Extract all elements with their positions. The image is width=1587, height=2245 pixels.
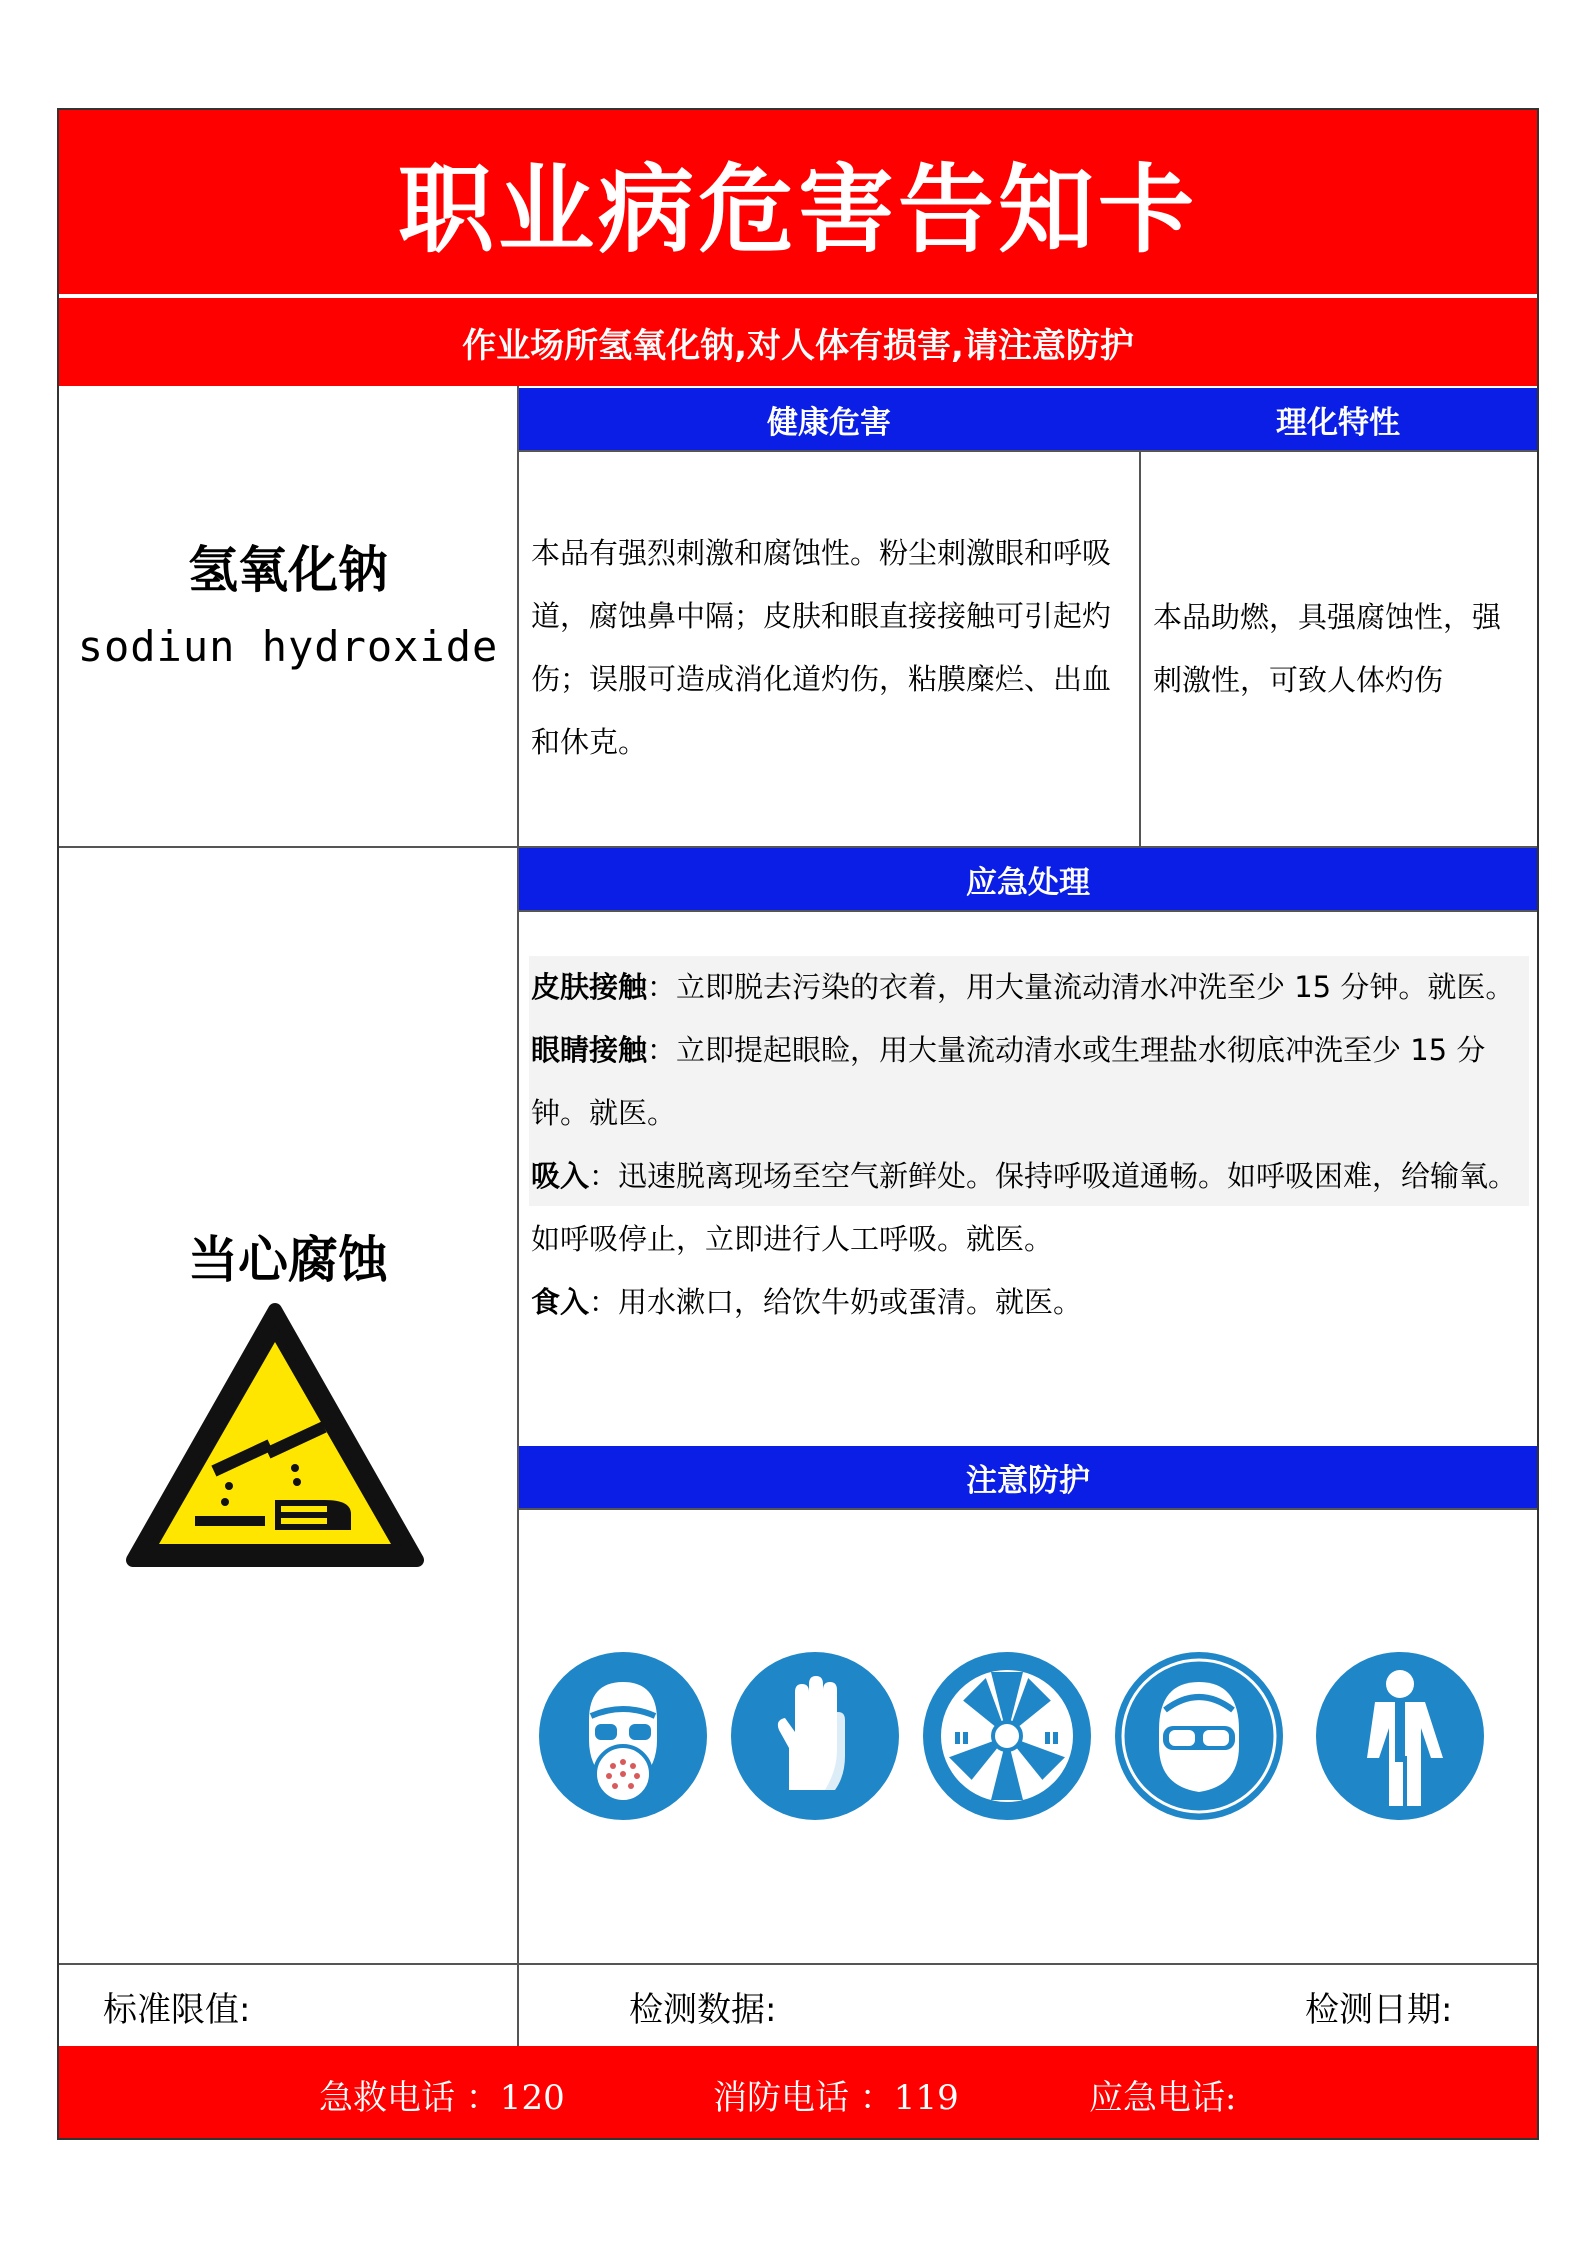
protection-underline — [519, 1508, 1537, 1510]
contacts-bar — [59, 2048, 1537, 2138]
emergency-item-skin: 皮肤接触：立即脱去污染的衣着，用大量流动清水冲洗至少 15 分钟。就医。 — [531, 970, 1515, 1004]
label-test-date: 检测日期: — [1305, 1990, 1453, 2030]
row-divider-2 — [59, 1963, 1537, 1965]
goggles-icon — [1113, 1650, 1285, 1840]
emergency-phone: 应急电话: — [1089, 2078, 1237, 2118]
header-bar-top — [519, 388, 1537, 450]
header-emergency: 应急处理 — [519, 848, 1537, 910]
label-test-data: 检测数据: — [629, 1990, 777, 2030]
substance-name-cn: 氢氧化钠 — [188, 541, 388, 599]
header-health: 健康危害 — [767, 404, 891, 441]
ventilation-icon — [921, 1650, 1093, 1840]
left-column-divider — [517, 386, 519, 2076]
emergency-underline — [519, 910, 1537, 912]
first-aid-phone: 急救电话 ：120 — [319, 2078, 565, 2118]
header-protection: 注意防护 — [519, 1446, 1537, 1508]
protective-suit-icon — [1305, 1650, 1495, 1840]
health-hazard-text: 本品有强烈刺激和腐蚀性。粉尘刺激眼和呼吸道，腐蚀鼻中隔；皮肤和眼直接接触可引起灼伤；误服可造成消化道灼伤，粘膜糜烂、出血和休克。 — [531, 536, 1112, 759]
substance-name-en: sodiun hydroxide — [77, 622, 499, 671]
card-subtitle: 作业场所氢氧化钠,对人体有损害,请注意防护 — [59, 296, 1537, 386]
gloves-icon — [729, 1650, 901, 1840]
notice-card — [57, 108, 1539, 2140]
emergency-item-eye: 眼睛接触：立即提起眼睑，用大量流动清水或生理盐水彻底冲洗至少 15 分钟。就医。 — [531, 1033, 1486, 1130]
gas-mask-icon — [537, 1650, 709, 1840]
label-standard-limit: 标准限值: — [103, 1990, 251, 2030]
substance-name — [59, 530, 517, 671]
emergency-item-inhalation: 吸入：迅速脱离现场至空气新鲜处。保持呼吸道通畅。如呼吸困难，给输氧。如呼吸停止，立即进行人工呼吸。就医。 — [531, 1159, 1518, 1256]
corrosion-warning-icon — [125, 1302, 425, 1572]
health-physchem-divider — [1139, 452, 1141, 846]
physchem-text: 本品助燃，具强腐蚀性，强刺激性，可致人体灼伤 — [1153, 600, 1502, 697]
fire-phone: 消防电话 ：119 — [713, 2078, 959, 2118]
header-physchem: 理化特性 — [1276, 404, 1400, 441]
card-title: 职业病危害告知卡 — [59, 110, 1537, 294]
emergency-list — [531, 956, 1531, 1334]
warning-label: 当心腐蚀 — [188, 1231, 388, 1289]
emergency-item-ingestion: 食入：用水漱口，给饮牛奶或蛋清。就医。 — [531, 1285, 1083, 1319]
header-underline — [519, 450, 1537, 452]
protection-icons — [537, 1650, 1537, 1840]
